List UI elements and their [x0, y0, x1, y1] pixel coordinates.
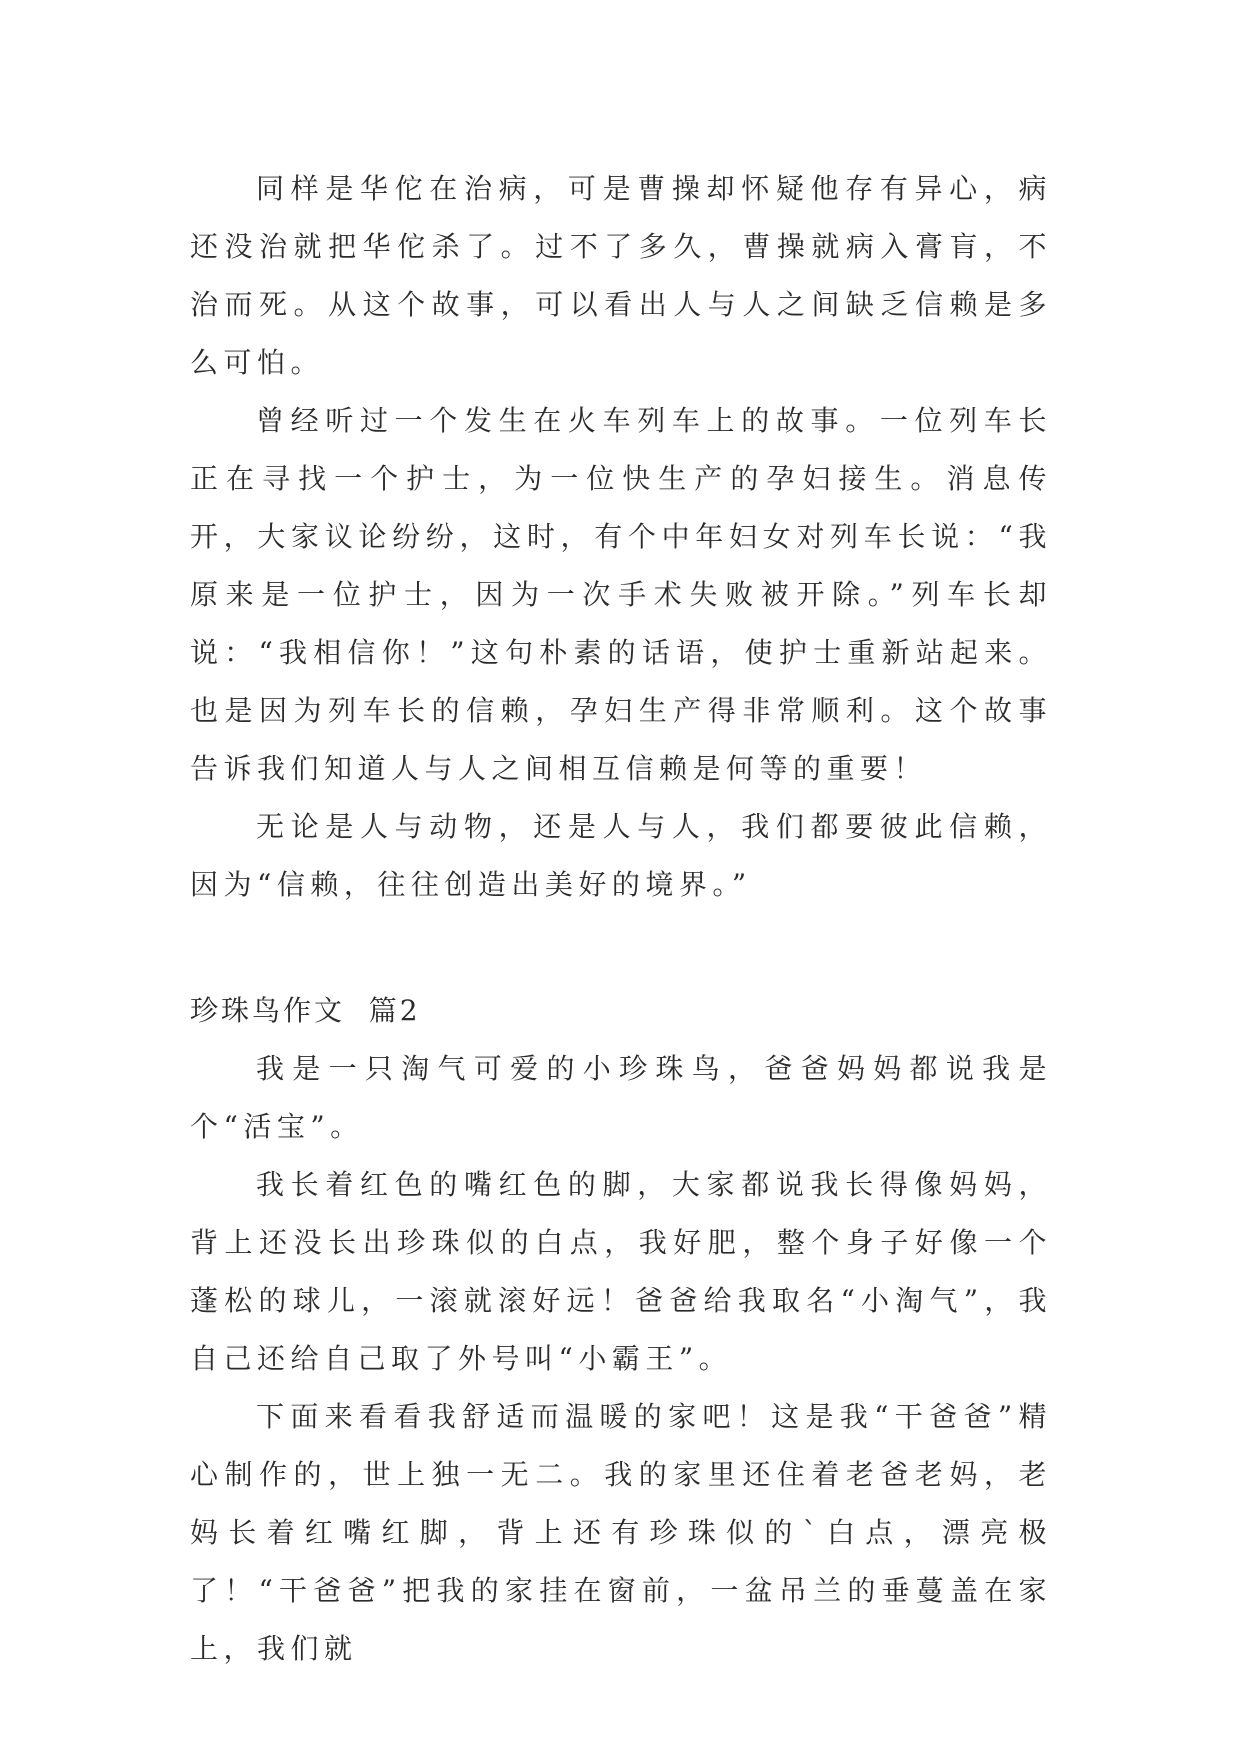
paragraph: 我是一只淘气可爱的小珍珠鸟，爸爸妈妈都说我是个“活宝”。	[190, 1052, 1052, 1143]
paragraph: 曾经听过一个发生在火车列车上的故事。一位列车长正在寻找一个护士，为一位快生产的孕妇接生。消息传开，大家议论纷纷，这时，有个中年妇女对列车长说：“我原来是一位护士，因为一次手术失败被开除。”列车长却说：“我相信你！”这句朴素的话语，使护士重新站起来。也是因为列车长的信赖，孕妇生产得非常顺利。这个故事告诉我们知道人与人之间相互信赖是何等的重要！	[190, 404, 1052, 785]
document-body	[190, 160, 1052, 1678]
paragraph: 我长着红色的嘴红色的脚，大家都说我长得像妈妈，背上还没长出珍珠似的白点，我好肥，整个身子好像一个蓬松的球儿，一滚就滚好远！爸爸给我取名“小淘气”，我自己还给自己取了外号叫“小霸王”。	[190, 1168, 1052, 1375]
paragraph: 同样是华佗在治病，可是曹操却怀疑他存有异心，病还没治就把华佗杀了。过不了多久，曹操就病入膏肓，不治而死。从这个故事，可以看出人与人之间缺乏信赖是多么可怕。	[190, 172, 1052, 379]
paragraph: 无论是人与动物，还是人与人，我们都要彼此信赖，因为“信赖，往往创造出美好的境界。”	[190, 810, 1052, 901]
section-heading: 珍珠鸟作文 篇2	[190, 994, 421, 1027]
paragraph: 下面来看看我舒适而温暖的家吧！这是我“干爸爸”精心制作的，世上独一无二。我的家里还住着老爸老妈，老妈长着红嘴红脚，背上还有珍珠似的`白点，漂亮极了！“干爸爸”把我的家挂在窗前，一盆吊兰的垂蔓盖在家上，我们就	[190, 1400, 1052, 1665]
